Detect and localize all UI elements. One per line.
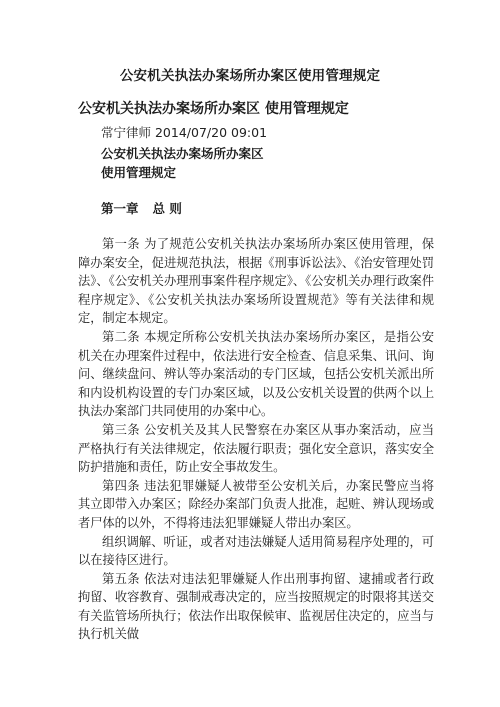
body-text: [78, 235, 434, 644]
paragraph-article-3: 第三条 公安机关及其人民警察在办案区从事办案活动，应当严格执行有关法律规定，依法履行职责；强化安全意识，落实安全防护措施和责任，防止安全事故发生。: [78, 422, 434, 475]
paragraph-article-4-continued: 组织调解、听证，或者对违法嫌疑人适用简易程序处理的，可以在接待区进行。: [78, 534, 434, 568]
paragraph-article-2: 第二条 本规定所称公安机关执法办案场所办案区，是指公安机关在办理案件过程中，依法进行安全检查、信息采集、讯问、询问、继续盘问、辨认等办案活动的专门区域，包括公安机关派出所和内设机构设置的专门办案区域，以及公安机关设置的供两个以上执法办案部门共同使用的办案中心。: [78, 329, 434, 419]
paragraph-article-4: 第四条 违法犯罪嫌疑人被带至公安机关后，办案民警应当将其立即带入办案区；除经办案部门负责人批准，起赃、辨认现场或者尸体的以外，不得将违法犯罪嫌疑人带出办案区。: [78, 478, 434, 530]
article-heading: 公安机关执法办案场所办案区 使用管理规定: [78, 101, 349, 117]
document-title: 公安机关执法办案场所办案区使用管理规定: [119, 68, 381, 84]
paragraph-article-1: 第一条 为了规范公安机关执法办案场所办案区使用管理，保障办案安全，促进规范执法，根据《刑事诉讼法》、《治安管理处罚法》、《公安机关办理刑事案件程序规定》、《公安机关办理行政案件程序规定》、《公安机关执法办案场所设置规范》等有关法律和规定，制定本规定。: [78, 237, 434, 326]
chapter-name: 总 则: [152, 201, 182, 216]
paragraph-article-5: 第五条 依法对违法犯罪嫌疑人作出刑事拘留、逮捕或者行政拘留、收容教育、强制戒毒决定的，应当按照规定的时限将其送交有关监管场所执行；依法作出取保候审、监视居住决定的，应当与执行机关做: [78, 571, 434, 642]
author-date-line: 常宁律师 2014/07/20 09:01: [101, 125, 268, 140]
chapter-label: 第一章: [101, 201, 139, 216]
subtitle-line-1: 公安机关执法办案场所办案区: [101, 146, 264, 161]
subtitle-line-2: 使用管理规定: [101, 165, 177, 180]
chapter-heading: [101, 199, 182, 217]
